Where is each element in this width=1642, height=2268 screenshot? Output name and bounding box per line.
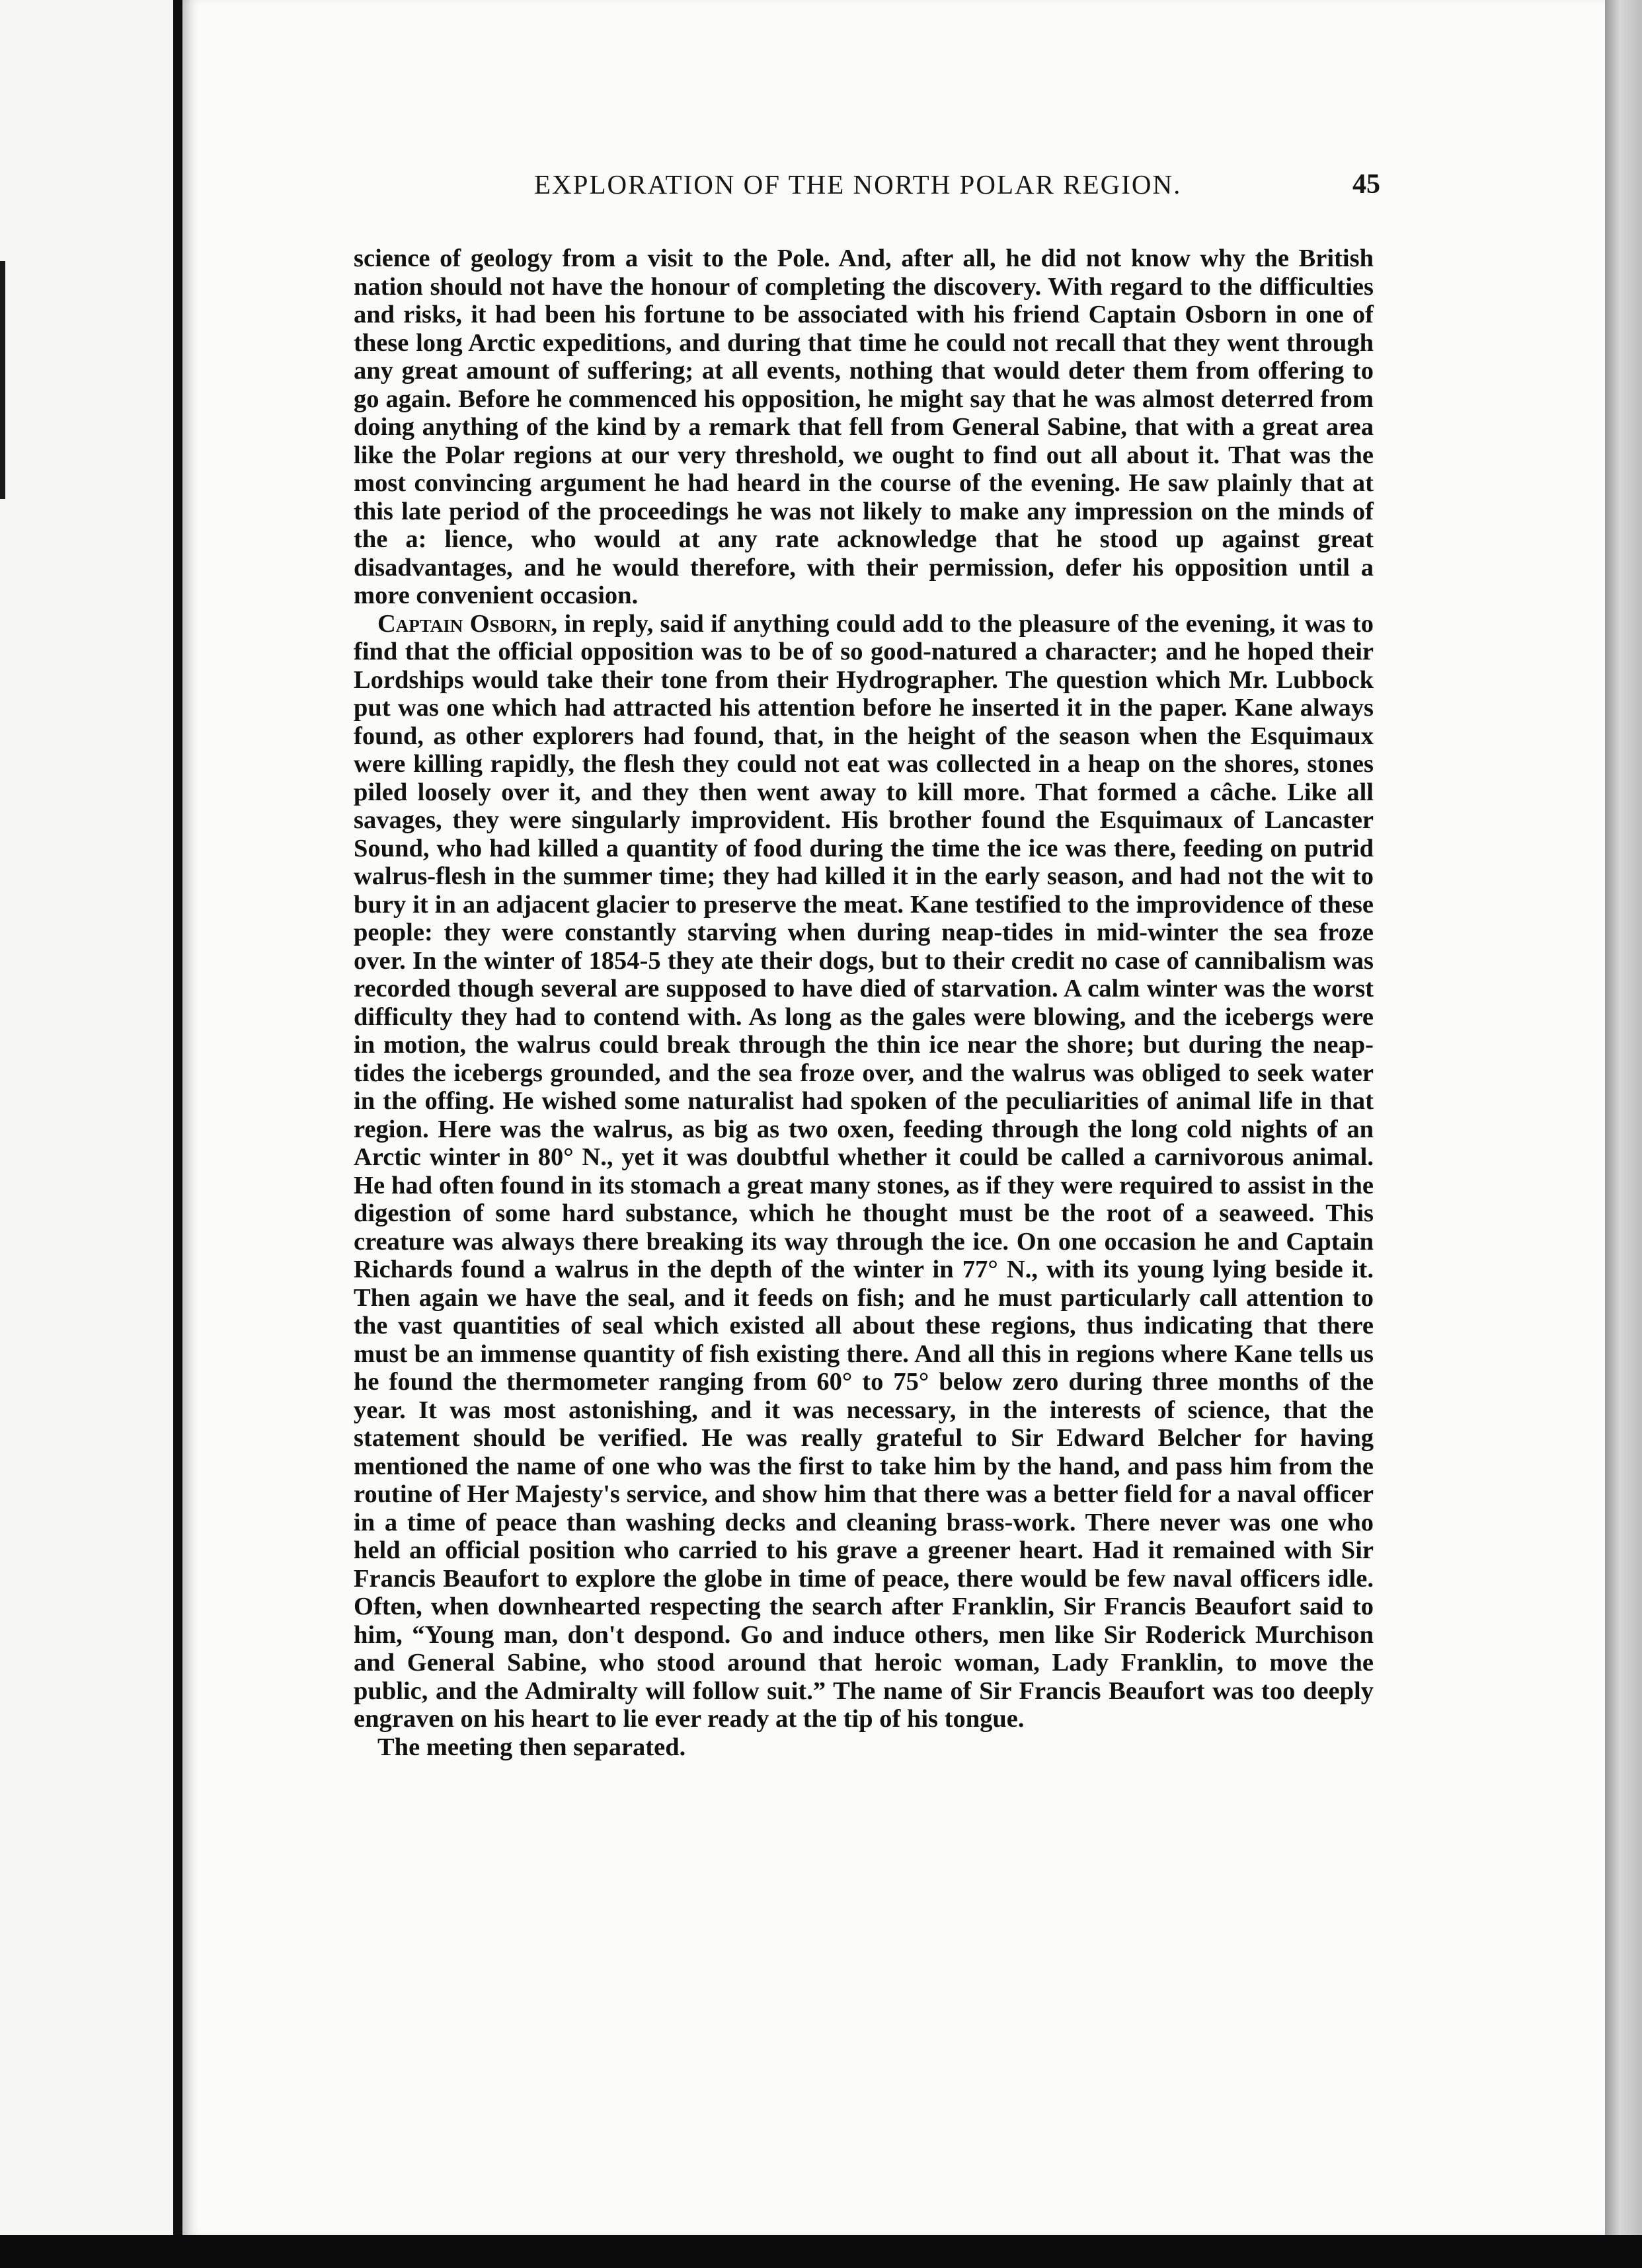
paragraph-text: in reply, said if anything could add to the pleasure of the evening, it was to find that the official opposition was to be of so good-natured a character; and he hoped their Lordships would take their tone from their Hydrographer. The question which Mr. Lubbock put was one which had attracted his attention before he inserted it in the paper. Kane always found, as other explorers had found, that, in the height of the season when the Esquimaux were killing rapidly, the flesh they could not eat was collected in a heap on the shores, stones piled loosely over it, and they then went away to kill more. That formed a câche. Like all savages, they were singularly improvident. His brother found the Esquimaux of Lancaster Sound, who had killed a quantity of food during the time the ice was there, feeding on putrid walrus-flesh in the summer time; they had killed it in the early season, and had not the wit to bury it in an adjacent glacier to preserve the meat. Kane testified to the improvidence of these people: they were constantly starving when during neap-tides in mid-winter the sea froze over. In the winter of 1854-5 they ate their dogs, but to their credit no case of cannibalism was recorded though several are supposed to have died of starvation. A calm winter was the worst difficulty they had to contend with. As long as the gales were blowing, and the icebergs were in motion, the walrus could break through the thin ice near the shore; but during the neap-tides the icebergs grounded, and the sea froze over, and the walrus was obliged to seek water in the offing. He wished some naturalist had spoken of the peculiarities of animal life in that region. Here was the walrus, as big as two oxen, feeding through the long cold nights of an Arctic winter in 80° N., yet it was doubtful whether it could be called a carnivorous animal. He had often found in its stomach a great many stones, as if they were required to assist in the digestion of some hard substance, which he thought must be the root of a seaweed. This creature was always there breaking its way through the ice. On one occasion he and Captain Richards found a walrus in the depth of the winter in 77° N., with its young lying beside it. Then again we have the seal, and it feeds on fish; and he must particularly call attention to the vast quantities of seal which existed all about these regions, thus indicating that there must be an immense quantity of fish existing there. And all this in regions where Kane tells us he found the thermometer ranging from 60° to 75° below zero during three months of the year. It was most astonishing, and it was necessary, in the interests of science, that the statement should be verified. He was really grateful to Sir Edward Belcher for having mentioned the name of one who was the first to take him by the hand, and pass him from the routine of Her Majesty's service, and show him that there was a better field for a naval officer in a time of peace than washing decks and cleaning brass-work. There never was one who held an official position who carried to his grave a greener heart. Had it remained with Sir Francis Beaufort to explore the globe in time of peace, there would be few naval officers idle. Often, when downhearted respecting the search after Franklin, Sir Francis Beaufort said to him, “Young man, don't despond. Go and induce others, men like Sir Roderick Murchison and General Sabine, who stood around that heroic woman, Lady Franklin, to move the public, and the Admiralty will follow suit.” The name of Sir Francis Beaufort was too deeply engraven on his heart to lie ever ready at the tip of his tongue.: [354, 609, 1374, 1733]
paragraph-text: The meeting then separated.: [377, 1733, 686, 1761]
paragraph-closing: [354, 1733, 1374, 1762]
speaker-name: Captain Osborn,: [377, 609, 558, 638]
paragraph-continued: [354, 245, 1374, 610]
paragraph-text: science of geology from a visit to the Pole. And, after all, he did not know why the British nation should not have the honour of completing the discovery. With regard to the difficulties and risks, it had been his fortune to be associated with his friend Captain Osborn in one of these long Arctic expeditions, and during that time he could not recall that they went through any great amount of suffering; at all events, nothing that would deter them from offering to go again. Before he commenced his opposition, he might say that he was almost deterred from doing anything of the kind by a remark that fell from General Sabine, that with a great area like the Polar regions at our very threshold, we ought to find out all about it. That was the most convincing argument he had heard in the course of the evening. He saw plainly that at this late period of the proceedings he was not likely to make any impression on the minds of the a: lience, who would at any rate acknowledge that he stood up against great disadvantages, and he would therefore, with their permission, defer his opposition until a more convenient occasion.: [354, 245, 1374, 609]
page-number: 45: [1352, 169, 1380, 200]
running-title: EXPLORATION OF THE NORTH POLAR REGION.: [534, 169, 1182, 200]
facing-page-margin-mark: [0, 261, 5, 499]
paragraph-osborn-reply: [354, 610, 1374, 1733]
scan-bottom-border: [0, 2235, 1642, 2268]
body-text: [354, 245, 1374, 1761]
facing-page-edge: [0, 0, 173, 2235]
page-header: [534, 169, 1380, 208]
page-edge-shadow: [1605, 0, 1642, 2235]
